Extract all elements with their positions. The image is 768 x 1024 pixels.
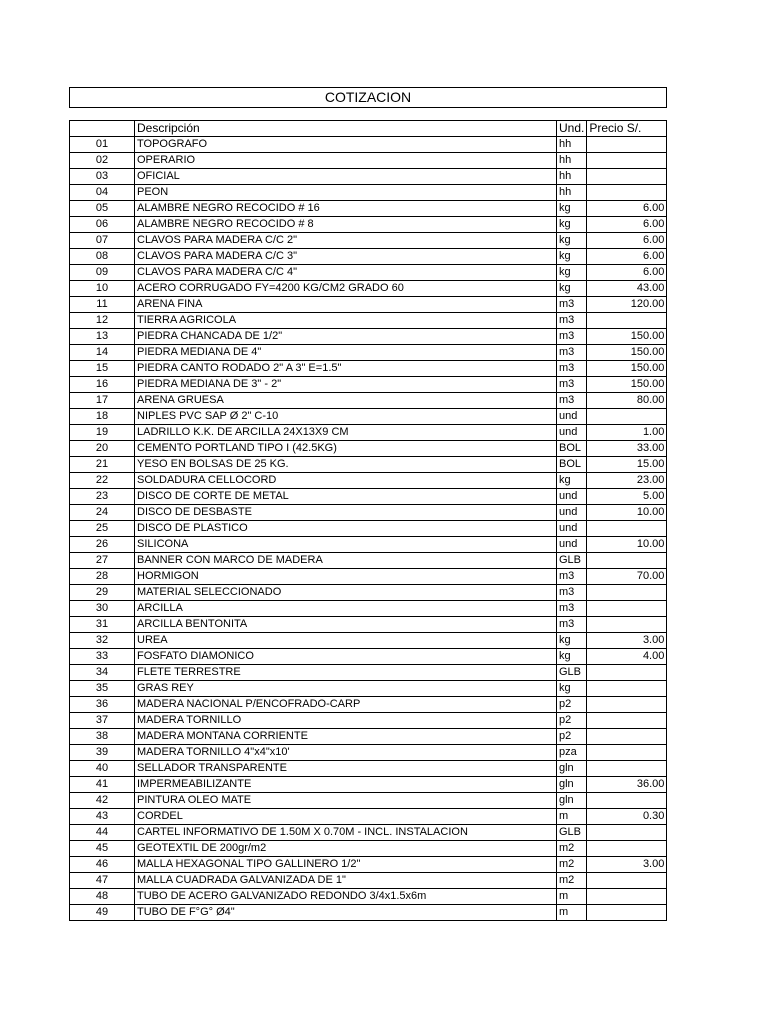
item-number: 16	[70, 377, 135, 393]
item-unit: p2	[557, 713, 587, 729]
item-description: DISCO DE CORTE DE METAL	[135, 489, 557, 505]
item-number: 41	[70, 777, 135, 793]
item-number: 05	[70, 201, 135, 217]
item-number: 18	[70, 409, 135, 425]
item-description: MATERIAL SELECCIONADO	[135, 585, 557, 601]
item-price: 6.00	[587, 201, 667, 217]
item-unit: pza	[557, 745, 587, 761]
item-description: PIEDRA MEDIANA DE 3" - 2"	[135, 377, 557, 393]
item-unit: hh	[557, 169, 587, 185]
table-row	[70, 873, 667, 889]
item-description: ARCILLA BENTONITA	[135, 617, 557, 633]
table-row	[70, 825, 667, 841]
item-description: ALAMBRE NEGRO RECOCIDO # 16	[135, 201, 557, 217]
item-number: 32	[70, 633, 135, 649]
item-price	[587, 761, 667, 777]
item-unit: und	[557, 409, 587, 425]
item-number: 21	[70, 457, 135, 473]
table-row	[70, 489, 667, 505]
item-description: SELLADOR TRANSPARENTE	[135, 761, 557, 777]
item-price	[587, 601, 667, 617]
item-number: 08	[70, 249, 135, 265]
item-price: 23.00	[587, 473, 667, 489]
table-row	[70, 281, 667, 297]
item-unit: kg	[557, 249, 587, 265]
item-price: 36.00	[587, 777, 667, 793]
table-row	[70, 153, 667, 169]
item-unit: m2	[557, 873, 587, 889]
item-number: 14	[70, 345, 135, 361]
item-number: 03	[70, 169, 135, 185]
item-number: 02	[70, 153, 135, 169]
table-row	[70, 889, 667, 905]
item-number: 30	[70, 601, 135, 617]
item-description: CARTEL INFORMATIVO DE 1.50M X 0.70M - INCL. INSTALACION	[135, 825, 557, 841]
item-price	[587, 313, 667, 329]
item-description: LADRILLO K.K. DE ARCILLA 24X13X9 CM	[135, 425, 557, 441]
item-unit: m3	[557, 377, 587, 393]
item-number: 47	[70, 873, 135, 889]
item-unit: kg	[557, 201, 587, 217]
item-price: 1.00	[587, 425, 667, 441]
item-unit: m3	[557, 617, 587, 633]
item-unit: p2	[557, 697, 587, 713]
item-price	[587, 681, 667, 697]
item-number: 49	[70, 905, 135, 921]
item-description: PIEDRA MEDIANA DE 4"	[135, 345, 557, 361]
item-unit: kg	[557, 633, 587, 649]
item-number: 19	[70, 425, 135, 441]
item-unit: m2	[557, 857, 587, 873]
header-precio: Precio S/.	[587, 121, 667, 137]
item-description: UREA	[135, 633, 557, 649]
item-price: 0.30	[587, 809, 667, 825]
item-number: 10	[70, 281, 135, 297]
item-description: FLETE TERRESTRE	[135, 665, 557, 681]
table-row	[70, 441, 667, 457]
item-unit: p2	[557, 729, 587, 745]
table-row	[70, 585, 667, 601]
item-number: 01	[70, 137, 135, 153]
item-number: 48	[70, 889, 135, 905]
item-description: ARENA GRUESA	[135, 393, 557, 409]
item-number: 44	[70, 825, 135, 841]
table-row	[70, 841, 667, 857]
item-description: MADERA TORNILLO	[135, 713, 557, 729]
table-row	[70, 633, 667, 649]
table-row	[70, 809, 667, 825]
item-price	[587, 841, 667, 857]
item-price: 43.00	[587, 281, 667, 297]
item-unit: m2	[557, 841, 587, 857]
item-number: 17	[70, 393, 135, 409]
table-row	[70, 457, 667, 473]
item-unit: gln	[557, 777, 587, 793]
table-row	[70, 905, 667, 921]
table-row	[70, 233, 667, 249]
item-number: 06	[70, 217, 135, 233]
item-unit: GLB	[557, 665, 587, 681]
table-row	[70, 137, 667, 153]
table-row	[70, 393, 667, 409]
table-row	[70, 297, 667, 313]
item-description: SILICONA	[135, 537, 557, 553]
table-row	[70, 473, 667, 489]
item-unit: kg	[557, 681, 587, 697]
item-price	[587, 153, 667, 169]
table-row	[70, 569, 667, 585]
item-unit: BOL	[557, 441, 587, 457]
item-number: 24	[70, 505, 135, 521]
item-price	[587, 617, 667, 633]
item-price: 5.00	[587, 489, 667, 505]
item-number: 31	[70, 617, 135, 633]
item-unit: und	[557, 489, 587, 505]
item-number: 40	[70, 761, 135, 777]
item-description: TOPOGRAFO	[135, 137, 557, 153]
item-number: 46	[70, 857, 135, 873]
item-unit: und	[557, 425, 587, 441]
table-row	[70, 345, 667, 361]
item-number: 28	[70, 569, 135, 585]
item-number: 15	[70, 361, 135, 377]
item-description: IMPERMEABILIZANTE	[135, 777, 557, 793]
item-number: 25	[70, 521, 135, 537]
item-description: GRAS REY	[135, 681, 557, 697]
item-price	[587, 553, 667, 569]
item-description: CLAVOS PARA MADERA C/C 3"	[135, 249, 557, 265]
item-number: 33	[70, 649, 135, 665]
item-description: YESO EN BOLSAS DE 25 KG.	[135, 457, 557, 473]
page-title: COTIZACION	[69, 87, 667, 108]
table-row	[70, 313, 667, 329]
table-row	[70, 553, 667, 569]
item-number: 04	[70, 185, 135, 201]
item-unit: m3	[557, 393, 587, 409]
item-unit: GLB	[557, 553, 587, 569]
item-number: 22	[70, 473, 135, 489]
item-number: 26	[70, 537, 135, 553]
item-price	[587, 169, 667, 185]
item-number: 12	[70, 313, 135, 329]
item-number: 34	[70, 665, 135, 681]
item-unit: m	[557, 889, 587, 905]
item-price: 6.00	[587, 249, 667, 265]
item-price	[587, 905, 667, 921]
item-description: ARCILLA	[135, 601, 557, 617]
table-row	[70, 329, 667, 345]
item-unit: kg	[557, 649, 587, 665]
table-row	[70, 777, 667, 793]
item-price: 150.00	[587, 377, 667, 393]
item-unit: hh	[557, 185, 587, 201]
item-unit: m3	[557, 345, 587, 361]
item-unit: und	[557, 537, 587, 553]
item-number: 07	[70, 233, 135, 249]
item-price	[587, 713, 667, 729]
item-unit: m3	[557, 585, 587, 601]
item-number: 43	[70, 809, 135, 825]
item-description: HORMIGON	[135, 569, 557, 585]
table-row	[70, 217, 667, 233]
item-unit: GLB	[557, 825, 587, 841]
item-unit: kg	[557, 265, 587, 281]
table-row	[70, 537, 667, 553]
item-price	[587, 665, 667, 681]
item-price	[587, 793, 667, 809]
item-description: OFICIAL	[135, 169, 557, 185]
table-row	[70, 681, 667, 697]
item-description: ACERO CORRUGADO FY=4200 KG/CM2 GRADO 60	[135, 281, 557, 297]
item-price: 10.00	[587, 537, 667, 553]
quotation-table	[69, 120, 667, 921]
table-row	[70, 265, 667, 281]
header-und: Und.	[557, 121, 587, 137]
item-price: 150.00	[587, 361, 667, 377]
item-description: MALLA HEXAGONAL TIPO GALLINERO 1/2"	[135, 857, 557, 873]
item-price: 15.00	[587, 457, 667, 473]
item-price	[587, 873, 667, 889]
item-description: DISCO DE DESBASTE	[135, 505, 557, 521]
item-unit: m3	[557, 569, 587, 585]
item-description: MADERA MONTANA CORRIENTE	[135, 729, 557, 745]
item-description: SOLDADURA CELLOCORD	[135, 473, 557, 489]
item-number: 36	[70, 697, 135, 713]
item-description: TUBO DE ACERO GALVANIZADO REDONDO 3/4x1.5x6m	[135, 889, 557, 905]
item-number: 39	[70, 745, 135, 761]
item-number: 45	[70, 841, 135, 857]
item-description: BANNER CON MARCO DE MADERA	[135, 553, 557, 569]
item-unit: und	[557, 505, 587, 521]
table-row	[70, 409, 667, 425]
item-unit: hh	[557, 153, 587, 169]
item-price: 10.00	[587, 505, 667, 521]
table-row	[70, 377, 667, 393]
header-item	[70, 121, 135, 137]
item-number: 13	[70, 329, 135, 345]
item-number: 11	[70, 297, 135, 313]
item-unit: m3	[557, 601, 587, 617]
item-price	[587, 729, 667, 745]
item-price	[587, 585, 667, 601]
item-number: 23	[70, 489, 135, 505]
table-row	[70, 713, 667, 729]
item-description: DISCO DE PLASTICO	[135, 521, 557, 537]
table-row	[70, 361, 667, 377]
item-unit: kg	[557, 473, 587, 489]
item-price: 80.00	[587, 393, 667, 409]
table-row	[70, 505, 667, 521]
item-price	[587, 825, 667, 841]
item-unit: BOL	[557, 457, 587, 473]
table-row	[70, 697, 667, 713]
item-description: CORDEL	[135, 809, 557, 825]
item-description: PEON	[135, 185, 557, 201]
item-unit: m3	[557, 361, 587, 377]
item-price	[587, 889, 667, 905]
table-row	[70, 185, 667, 201]
item-description: ARENA FINA	[135, 297, 557, 313]
item-price: 3.00	[587, 633, 667, 649]
item-price: 120.00	[587, 297, 667, 313]
table-row	[70, 617, 667, 633]
item-unit: m3	[557, 329, 587, 345]
item-description: CLAVOS PARA MADERA C/C 2"	[135, 233, 557, 249]
item-number: 42	[70, 793, 135, 809]
item-unit: m	[557, 809, 587, 825]
item-unit: gln	[557, 761, 587, 777]
item-unit: kg	[557, 281, 587, 297]
item-unit: gln	[557, 793, 587, 809]
item-description: MALLA CUADRADA GALVANIZADA DE 1"	[135, 873, 557, 889]
table-row	[70, 249, 667, 265]
item-description: OPERARIO	[135, 153, 557, 169]
item-description: MADERA TORNILLO 4"x4"x10'	[135, 745, 557, 761]
item-unit: m3	[557, 297, 587, 313]
item-description: MADERA NACIONAL P/ENCOFRADO-CARP	[135, 697, 557, 713]
item-price: 150.00	[587, 345, 667, 361]
table-row	[70, 761, 667, 777]
item-price: 6.00	[587, 265, 667, 281]
item-price: 6.00	[587, 217, 667, 233]
table-row	[70, 729, 667, 745]
item-number: 29	[70, 585, 135, 601]
item-price: 150.00	[587, 329, 667, 345]
table-row	[70, 649, 667, 665]
item-price: 4.00	[587, 649, 667, 665]
item-description: GEOTEXTIL DE 200gr/m2	[135, 841, 557, 857]
item-unit: m3	[557, 313, 587, 329]
table-row	[70, 521, 667, 537]
item-price: 6.00	[587, 233, 667, 249]
item-description: ALAMBRE NEGRO RECOCIDO # 8	[135, 217, 557, 233]
item-number: 35	[70, 681, 135, 697]
item-description: FOSFATO DIAMONICO	[135, 649, 557, 665]
table-row	[70, 665, 667, 681]
item-price: 3.00	[587, 857, 667, 873]
item-price	[587, 521, 667, 537]
item-unit: m	[557, 905, 587, 921]
item-description: TUBO DE F°G° Ø4"	[135, 905, 557, 921]
item-description: CEMENTO PORTLAND TIPO I (42.5KG)	[135, 441, 557, 457]
item-unit: kg	[557, 233, 587, 249]
item-description: PIEDRA CHANCADA DE 1/2"	[135, 329, 557, 345]
item-unit: und	[557, 521, 587, 537]
item-number: 09	[70, 265, 135, 281]
item-number: 27	[70, 553, 135, 569]
item-price: 70.00	[587, 569, 667, 585]
item-number: 20	[70, 441, 135, 457]
table-row	[70, 601, 667, 617]
item-price: 33.00	[587, 441, 667, 457]
table-row	[70, 857, 667, 873]
table-row	[70, 745, 667, 761]
item-number: 38	[70, 729, 135, 745]
table-row	[70, 793, 667, 809]
item-description: PIEDRA CANTO RODADO 2" A 3" E=1.5"	[135, 361, 557, 377]
header-descripcion: Descripción	[135, 121, 557, 137]
item-price	[587, 185, 667, 201]
item-price	[587, 409, 667, 425]
item-description: CLAVOS PARA MADERA C/C 4"	[135, 265, 557, 281]
item-price	[587, 745, 667, 761]
item-description: TIERRA AGRICOLA	[135, 313, 557, 329]
table-row	[70, 201, 667, 217]
item-description: PINTURA OLEO MATE	[135, 793, 557, 809]
item-unit: kg	[557, 217, 587, 233]
item-description: NIPLES PVC SAP Ø 2" C-10	[135, 409, 557, 425]
table-row	[70, 425, 667, 441]
item-price	[587, 697, 667, 713]
table-row	[70, 169, 667, 185]
item-price	[587, 137, 667, 153]
item-number: 37	[70, 713, 135, 729]
item-unit: hh	[557, 137, 587, 153]
table-header-row	[70, 121, 667, 137]
